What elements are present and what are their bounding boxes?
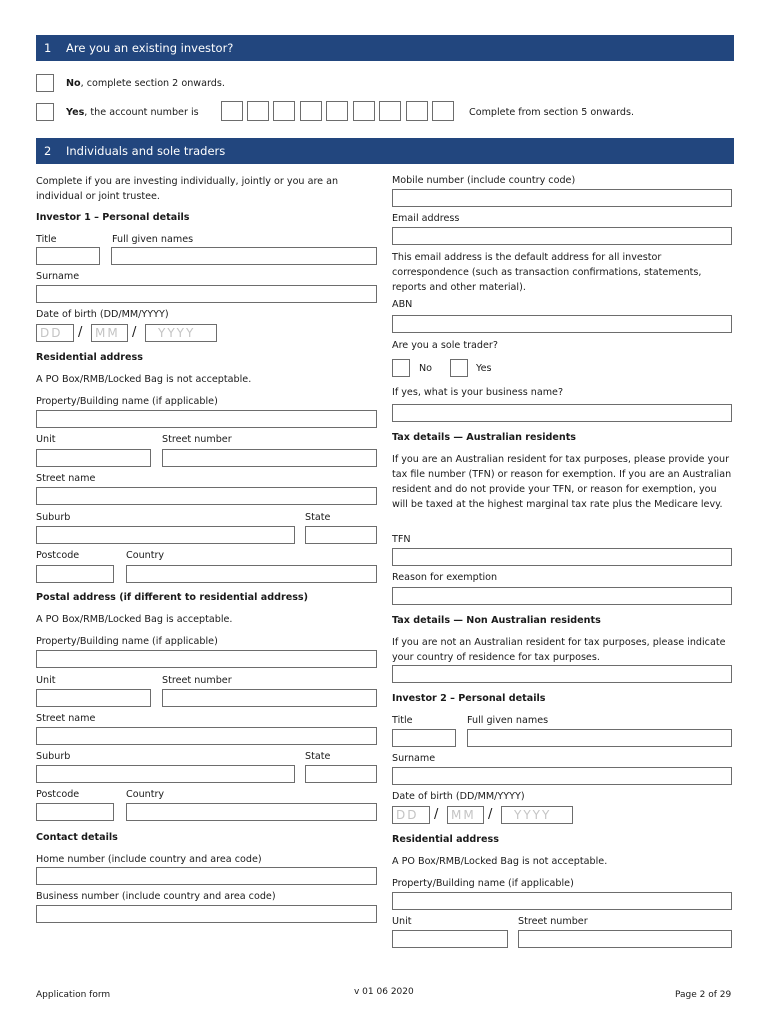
postal-country-field[interactable] xyxy=(126,803,377,821)
residential-note: A PO Box/RMB/Locked Bag is not acceptable. xyxy=(36,374,252,385)
investor-2-dob-month[interactable]: MM xyxy=(447,806,484,824)
street-number-label: Street number xyxy=(162,675,232,686)
property-label: Property/Building name (if applicable) xyxy=(392,878,574,889)
investor-2-dob-day[interactable]: DD xyxy=(392,806,430,824)
country-of-residence-field[interactable] xyxy=(392,665,732,683)
existing-investor-yes-checkbox[interactable] xyxy=(36,103,54,121)
abn-label: ABN xyxy=(392,299,413,310)
title-label: Title xyxy=(392,715,413,726)
business-name-field[interactable] xyxy=(392,404,732,422)
existing-investor-no-label: No, complete section 2 onwards. xyxy=(66,78,225,89)
investor-1-dob-month[interactable]: MM xyxy=(91,324,128,342)
account-number-digit[interactable] xyxy=(353,101,375,121)
contact-details-heading: Contact details xyxy=(36,832,118,843)
title-label: Title xyxy=(36,234,57,245)
residential-address-heading: Residential address xyxy=(36,352,143,363)
tax-non-au-heading: Tax details — Non Australian residents xyxy=(392,615,601,626)
investor-1-surname-field[interactable] xyxy=(36,285,377,303)
surname-label: Surname xyxy=(36,271,80,282)
property-label: Property/Building name (if applicable) xyxy=(36,636,218,647)
home-number-field[interactable] xyxy=(36,867,377,885)
property-label: Property/Building name (if applicable) xyxy=(36,396,218,407)
investor-2-surname-field[interactable] xyxy=(392,767,732,785)
postal-property-field[interactable] xyxy=(36,650,377,668)
account-number-digit[interactable] xyxy=(247,101,269,121)
surname-label: Surname xyxy=(392,753,436,764)
postal-note: A PO Box/RMB/Locked Bag is acceptable. xyxy=(36,614,233,625)
sole-trader-no-label: No xyxy=(419,363,433,374)
residential-state-field[interactable] xyxy=(305,526,377,544)
footer-version: v 01 06 2020 xyxy=(354,987,414,997)
postal-street-number-field[interactable] xyxy=(162,689,377,707)
given-names-label: Full given names xyxy=(467,715,549,726)
suburb-label: Suburb xyxy=(36,512,71,523)
tfn-label: TFN xyxy=(392,534,411,545)
footer-form-name: Application form xyxy=(36,990,111,1000)
residential-country-field[interactable] xyxy=(126,565,377,583)
section-number: 2 xyxy=(44,144,52,158)
residential-property-field[interactable] xyxy=(36,410,377,428)
investor-1-title-field[interactable] xyxy=(36,247,100,265)
business-name-label: If yes, what is your business name? xyxy=(392,387,564,398)
unit-label: Unit xyxy=(36,434,56,445)
investor-2-title-field[interactable] xyxy=(392,729,456,747)
unit-label: Unit xyxy=(36,675,56,686)
dob-label: Date of birth (DD/MM/YYYY) xyxy=(36,309,169,320)
postal-street-name-field[interactable] xyxy=(36,727,377,745)
section-2-header xyxy=(36,138,734,164)
sole-trader-no-checkbox[interactable] xyxy=(392,359,410,377)
residential-note: A PO Box/RMB/Locked Bag is not acceptable. xyxy=(392,856,608,867)
investor-1-heading: Investor 1 – Personal details xyxy=(36,212,190,223)
section-1-header xyxy=(36,35,734,61)
residential-street-name-field[interactable] xyxy=(36,487,377,505)
postal-suburb-field[interactable] xyxy=(36,765,295,783)
tax-au-text: If you are an Australian resident for tax purposes, please provide your tax file number (TFN) or reason for exemption. If you are an Australian resident and do not provide your TFN, or reason for exemption, you will be taxed at the highest marginal tax rate plus the Medicare levy. xyxy=(392,454,732,510)
state-label: State xyxy=(305,512,331,523)
postal-unit-field[interactable] xyxy=(36,689,151,707)
country-label: Country xyxy=(126,550,165,561)
sole-trader-yes-label: Yes xyxy=(476,363,492,374)
mobile-number-label: Mobile number (include country code) xyxy=(392,175,576,186)
account-number-digit[interactable] xyxy=(379,101,401,121)
investor-2-unit-field[interactable] xyxy=(392,930,508,948)
postal-state-field[interactable] xyxy=(305,765,377,783)
residential-postcode-field[interactable] xyxy=(36,565,114,583)
tfn-field[interactable] xyxy=(392,548,732,566)
home-number-label: Home number (include country and area code) xyxy=(36,854,262,865)
email-note: This email address is the default address for all investor correspondence (such as transaction confirmations, statements, reports and other material). xyxy=(392,252,702,293)
investor-1-dob-year[interactable]: YYYY xyxy=(145,324,217,342)
investor-2-property-field[interactable] xyxy=(392,892,732,910)
residential-address-heading: Residential address xyxy=(392,834,499,845)
mobile-number-field[interactable] xyxy=(392,189,732,207)
existing-investor-no-checkbox[interactable] xyxy=(36,74,54,92)
account-number-digit[interactable] xyxy=(326,101,348,121)
abn-field[interactable] xyxy=(392,315,732,333)
account-number-digit[interactable] xyxy=(300,101,322,121)
investor-2-street-number-field[interactable] xyxy=(518,930,732,948)
section-title: Individuals and sole traders xyxy=(66,144,226,158)
email-label: Email address xyxy=(392,213,460,224)
exemption-label: Reason for exemption xyxy=(392,572,498,583)
dob-label: Date of birth (DD/MM/YYYY) xyxy=(392,791,525,802)
sole-trader-yes-checkbox[interactable] xyxy=(450,359,468,377)
given-names-label: Full given names xyxy=(112,234,194,245)
residential-unit-field[interactable] xyxy=(36,449,151,467)
section-title: Are you an existing investor? xyxy=(66,41,234,55)
investor-1-dob-day[interactable]: DD xyxy=(36,324,74,342)
business-number-label: Business number (include country and area code) xyxy=(36,891,276,902)
postcode-label: Postcode xyxy=(36,550,80,561)
street-name-label: Street name xyxy=(36,713,96,724)
residential-street-number-field[interactable] xyxy=(162,449,377,467)
unit-label: Unit xyxy=(392,916,412,927)
postal-postcode-field[interactable] xyxy=(36,803,114,821)
account-number-digit[interactable] xyxy=(406,101,428,121)
account-number-digit[interactable] xyxy=(221,101,243,121)
existing-investor-yes-label: Yes, the account number is xyxy=(66,107,199,118)
dob-separator: / xyxy=(488,807,493,822)
investor-1-given-names-field[interactable] xyxy=(111,247,377,265)
dob-separator: / xyxy=(132,325,137,340)
street-number-label: Street number xyxy=(518,916,588,927)
street-number-label: Street number xyxy=(162,434,232,445)
sole-trader-question: Are you a sole trader? xyxy=(392,340,498,351)
exemption-field[interactable] xyxy=(392,587,732,605)
footer-page-number: Page 2 of 29 xyxy=(675,990,732,1000)
tax-au-heading: Tax details — Australian residents xyxy=(392,432,577,443)
investor-2-given-names-field[interactable] xyxy=(467,729,732,747)
residential-suburb-field[interactable] xyxy=(36,526,295,544)
email-field[interactable] xyxy=(392,227,732,245)
suburb-label: Suburb xyxy=(36,751,71,762)
postcode-label: Postcode xyxy=(36,789,80,800)
investor-2-dob-year[interactable]: YYYY xyxy=(501,806,573,824)
investor-2-heading: Investor 2 – Personal details xyxy=(392,693,546,704)
street-name-label: Street name xyxy=(36,473,96,484)
dob-separator: / xyxy=(434,807,439,822)
section-number: 1 xyxy=(44,41,52,55)
section-2-intro: Complete if you are investing individually, jointly or you are an individual or joint trustee. xyxy=(36,176,339,202)
country-label: Country xyxy=(126,789,165,800)
tax-non-au-text: If you are not an Australian resident for tax purposes, please indicate your country of residence for tax purposes. xyxy=(392,637,726,663)
postal-address-heading: Postal address (if different to residential address) xyxy=(36,592,309,603)
dob-separator: / xyxy=(78,325,83,340)
state-label: State xyxy=(305,751,331,762)
existing-investor-yes-note: Complete from section 5 onwards. xyxy=(469,107,635,118)
business-number-field[interactable] xyxy=(36,905,377,923)
account-number-digit[interactable] xyxy=(432,101,454,121)
account-number-digit[interactable] xyxy=(273,101,295,121)
